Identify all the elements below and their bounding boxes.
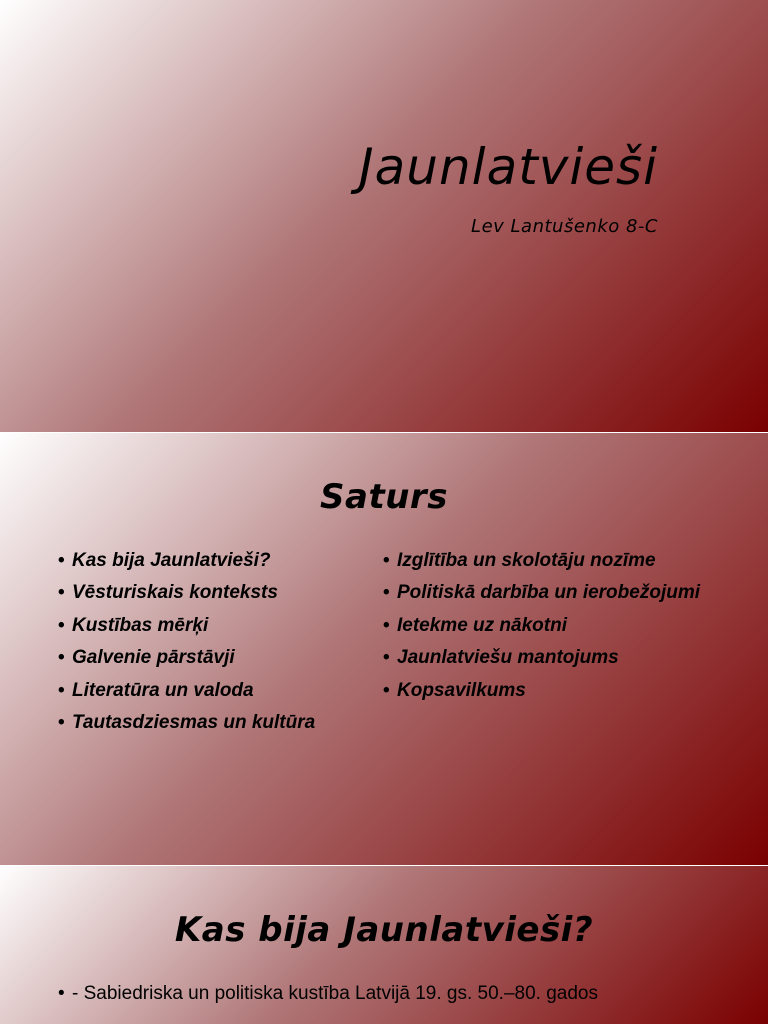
contents-item: • Kustības mērķi <box>58 610 315 642</box>
intro-list <box>58 978 598 1010</box>
contents-item: • Kopsavilkums <box>383 675 700 707</box>
contents-item: • Galvenie pārstāvji <box>58 642 315 674</box>
presentation-author: Lev Lantušenko 8-C <box>471 216 658 237</box>
contents-item: • Izglītība un skolotāju nozīme <box>383 545 700 577</box>
contents-item: • Jaunlatviešu mantojums <box>383 642 700 674</box>
contents-list-right <box>383 545 700 707</box>
contents-item: • Ietekme uz nākotni <box>383 610 700 642</box>
contents-item: • Tautasdziesmas un kultūra <box>58 707 315 739</box>
contents-list-left <box>58 545 315 739</box>
intro-item: • - Sabiedriska un politiska kustība Latvijā 19. gs. 50.–80. gados <box>58 978 598 1010</box>
contents-slide <box>0 433 768 865</box>
title-slide <box>0 0 768 432</box>
contents-heading: Saturs <box>320 477 448 517</box>
contents-item: • Literatūra un valoda <box>58 675 315 707</box>
intro-heading: Kas bija Jaunlatvieši? <box>174 910 594 950</box>
contents-item: • Politiskā darbība un ierobežojumi <box>383 577 700 609</box>
contents-item: • Vēsturiskais konteksts <box>58 577 315 609</box>
intro-slide <box>0 866 768 1024</box>
presentation-title: Jaunlatvieši <box>358 138 658 196</box>
contents-item: • Kas bija Jaunlatvieši? <box>58 545 315 577</box>
